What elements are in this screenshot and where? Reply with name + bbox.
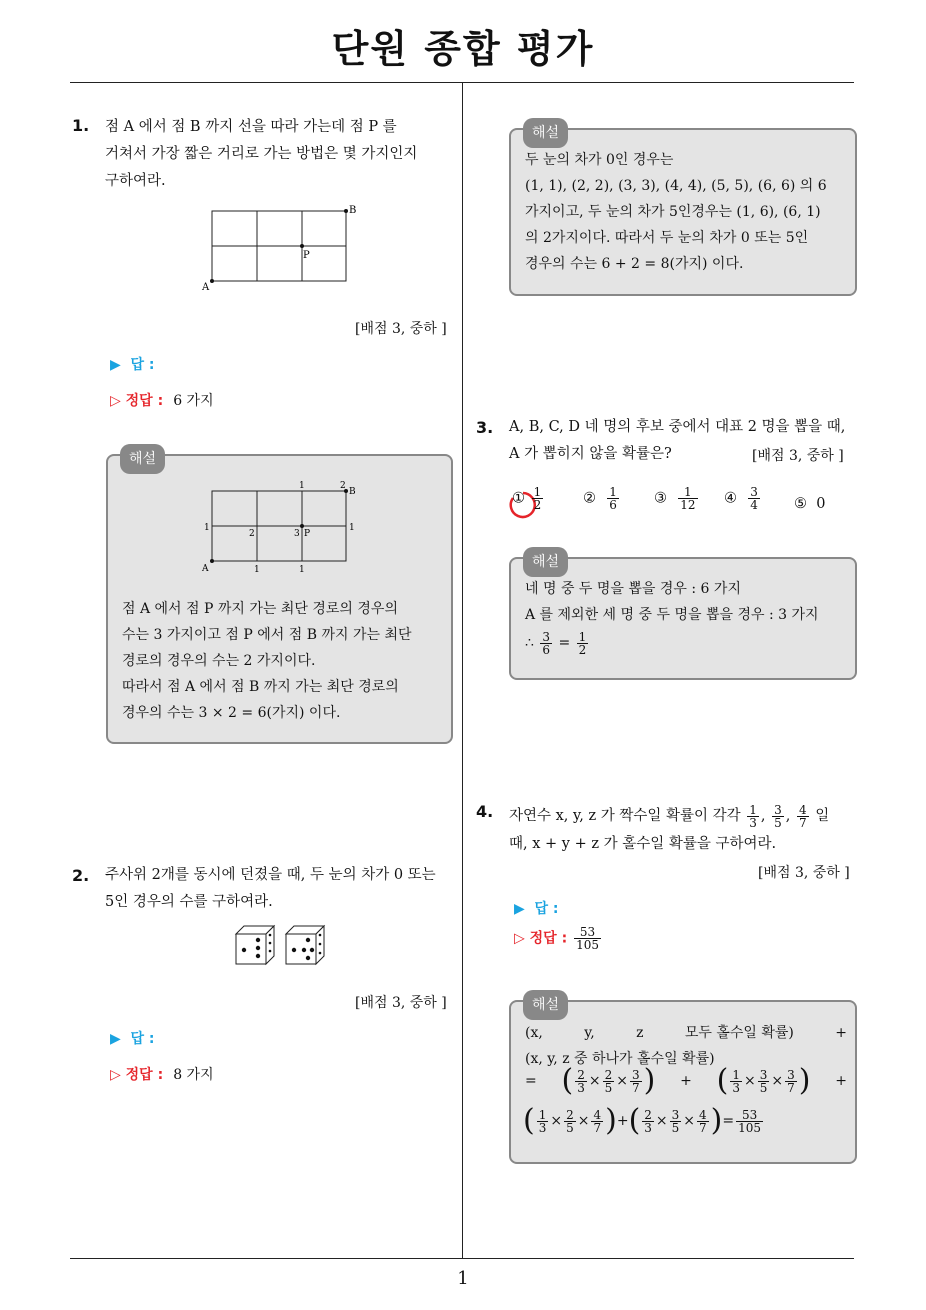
q3-exp-frac-2 [577,631,589,656]
explanation-tag: 해설 [120,444,165,474]
q3-option-2[interactable] [583,486,621,511]
q3-option-2-frac [607,486,619,511]
plus-symbol: + [616,1113,629,1129]
q4-text-line-1: 자연수 x, y, z 가 짝수일 확률이 각각 $\frac{1}{3}$ , $\frac{3}{5}$ , $\frac{4}{7}$ 일 [509,802,830,830]
q2-meta: [배점 3, 중하 ] [355,995,447,1011]
frac-den: 105 [738,1120,762,1135]
q3-explanation-box [509,554,857,680]
q2-text [105,862,457,916]
q2-explanation-line: (1, 1), (2, 2), (3, 3), (4, 4), (5, 5), (6, 6) 의 6 [525,178,827,194]
page-number: 1 [457,1268,469,1289]
q3-explanation-result [525,628,851,658]
frac-den: 5 [774,815,782,830]
q4-exp-group-1: ( $\frac{2}{3}$ × $\frac{2}{5}$ × $\frac{3}{7}$ ) [561,1063,656,1098]
frac-den: 6 [542,642,551,657]
q1-text-line: 구하여라. [105,173,166,189]
q4-explanation-line-1 [525,1020,847,1046]
q4-text [509,802,861,858]
q1-text-line: 거쳐서 가장 짧은 거리로 가는 방법은 몇 가지인지 [105,146,418,162]
frac-num: 1 [749,802,757,817]
q1-exp-label-b: B [349,487,356,497]
q3-explanation-line: 네 명 중 두 명을 뽑을 경우 : 6 가지 [525,581,741,597]
play-icon: ▶ [514,901,525,917]
q4-answer-label: 답 : [534,901,559,917]
q1-exp-count: 1 [204,523,210,533]
q2-number: 2. [72,866,90,885]
q1-exp-label-p: P [304,529,311,539]
q1-exp-label-a: A [202,564,209,574]
q1-exp-count: 1 [349,523,355,533]
q4-exp-token: z [636,1025,644,1041]
q1-explanation-line: 점 A 에서 점 P 까지 가는 최단 경로의 경우의 [122,601,398,617]
equals-symbol: = [525,1073,537,1089]
equals-symbol: = [558,635,571,651]
q2-correct [110,1064,214,1084]
q1-correct-label: 정답 : [125,393,164,409]
plus-symbol: + [835,1073,847,1089]
q1-text [105,114,455,195]
q1-exp-count: 2 [249,529,255,539]
frac-den: 7 [798,815,807,830]
q4-exp-token: y, [584,1025,595,1041]
dice-icon [232,922,332,966]
q1-correct-value: 6 가지 [173,393,214,409]
q3-meta: [배점 3, 중하 ] [752,448,844,464]
column-divider [462,83,463,1258]
frac-num: 1 [578,629,587,644]
q3-option-3-mark: ③ [654,490,667,507]
frac-num: 53 [736,1109,763,1122]
q4-answer [514,898,559,918]
frac-den: 12 [680,498,696,512]
q1-explanation-line: 따라서 점 A 에서 점 B 까지 가는 최단 경로의 [122,679,399,695]
q3-explanation-text [525,576,851,658]
plus-symbol: + [680,1073,692,1089]
q3-option-5-value: 0 [816,496,826,512]
q3-option-1-mark: ① [512,490,525,507]
q3-option-1[interactable] [512,486,545,511]
frac-num: 4 [798,802,807,817]
explanation-tag: 해설 [523,990,568,1020]
q4-explanation-line-3 [525,1063,847,1098]
q3-option-1-frac [532,486,544,511]
q1-exp-count: 1 [299,481,305,491]
q4-correct [514,926,603,951]
q3-option-4-mark: ④ [724,490,737,507]
q4-frac-2 [772,804,784,829]
q1-text-line: 점 A 에서 점 B 까지 선을 따라 가는데 점 P 를 [105,119,397,135]
frac-den: 3 [749,815,757,830]
q3-explanation-line: A 를 제외한 세 명 중 두 명을 뽑을 경우 : 3 가지 [525,607,819,623]
q2-text-line: 주사위 2개를 동시에 던졌을 때, 두 눈의 차가 0 또는 [105,867,436,883]
q1-explanation-line: 수는 3 가지이고 점 P 에서 점 B 까지 가는 최단 [122,627,412,643]
equals-symbol: = [722,1113,735,1129]
frac-num: 53 [574,926,601,939]
q3-option-3-frac [678,486,697,511]
q4-frac-1 [747,804,759,829]
q4-explanation-line-2: (x, y, z 중 하나가 홀수일 확률) [525,1051,715,1067]
q3-text-line: A, B, C, D 네 명의 후보 중에서 대표 2 명을 뽑을 때, [509,419,846,435]
frac-num: 1 [678,486,697,499]
frac-num: 3 [774,802,782,817]
play-icon: ▶ [110,357,121,373]
q4-exp-token: 모두 홀수일 확률) [684,1025,794,1041]
therefore-symbol: ∴ [525,635,534,651]
q4-text-part: 일 [815,808,830,824]
frac-den: 4 [750,498,758,512]
q4-explanation-line-4 [523,1103,765,1138]
q1-grid-label-b: B [349,205,357,216]
q4-frac-3 [797,804,809,829]
q4-text-line-2: 때, x + y + z 가 홀수일 확률을 구하여라. [509,836,777,852]
q2-answer-label: 답 : [130,1031,155,1047]
frac-num: 3 [750,485,758,499]
q4-exp-token: (x, [525,1025,543,1041]
q4-exp-result [736,1109,763,1134]
q2-explanation-box [509,125,857,296]
q3-option-2-mark: ② [583,490,596,507]
q4-correct-value [574,926,601,951]
bottom-rule [70,1258,854,1259]
q2-answer [110,1028,155,1048]
q2-text-line: 5인 경우의 수를 구하여라. [105,894,273,910]
q4-exp-token: + [835,1025,847,1041]
q3-text-line: A 가 뽑히지 않을 확률은? [509,446,672,462]
q2-correct-label: 정답 : [125,1067,164,1083]
q1-explanation-grid [198,480,368,575]
q1-meta: [배점 3, 중하 ] [355,321,447,337]
q1-answer [110,354,155,374]
q4-meta: [배점 3, 중하 ] [758,865,850,881]
frac-den: 2 [578,642,587,657]
q2-explanation-line: 가지이고, 두 눈의 차가 5인경우는 (1, 6), (6, 1) [525,204,821,220]
q1-explanation-line: 경우의 수는 3 × 2 = 6(가지) 이다. [122,705,341,721]
q2-explanation-line: 의 2가지이다. 따라서 두 눈의 차가 0 또는 5인 [525,230,809,246]
frac-den: 105 [576,938,599,952]
q3-option-4-frac [748,486,760,511]
q2-correct-value: 8 가지 [173,1067,214,1083]
play-icon: ▶ [110,1031,121,1047]
q3-option-5[interactable] [794,496,825,512]
q1-explanation-text [122,596,444,726]
frac-den: 2 [533,498,542,512]
q4-exp-group-2: ( $\frac{1}{3}$ × $\frac{3}{5}$ × $\frac{3}{7}$ ) [716,1063,811,1098]
q1-explanation-box [106,451,453,744]
q4-text-part: 자연수 x, y, z 가 짝수일 확률이 각각 [509,808,741,824]
triangle-outline-icon: ▷ [110,1067,121,1083]
frac-num: 1 [533,485,542,499]
q2-explanation-line: 두 눈의 차가 0인 경우는 [525,152,674,168]
q4-correct-label: 정답 : [529,930,568,947]
triangle-outline-icon: ▷ [514,930,525,947]
q3-number: 3. [476,418,494,437]
frac-den: 6 [609,498,617,512]
q1-exp-count: 2 [340,481,346,491]
q3-option-5-mark: ⑤ [794,496,807,512]
q3-exp-frac-1 [540,631,552,656]
q1-grid-label-a: A [202,282,210,293]
explanation-tag: 해설 [523,118,568,148]
q4-number: 4. [476,802,494,821]
frac-num: 1 [609,485,617,499]
q3-option-4[interactable] [724,486,762,511]
explanation-tag: 해설 [523,547,568,577]
q2-explanation-line: 경우의 수는 6 + 2 = 8(가지) 이다. [525,256,744,272]
triangle-outline-icon: ▷ [110,393,121,409]
q1-answer-label: 답 : [130,357,155,373]
frac-num: 3 [542,629,551,644]
q1-number: 1. [72,116,90,135]
q4-exp-group-3: ( $\frac{1}{3}$ × $\frac{2}{5}$ × $\frac{4}{7}$ ) [523,1103,617,1138]
q1-correct [110,390,214,410]
q1-exp-count: 3 [294,529,300,539]
page-title: 단원 종합 평가 [331,27,595,71]
q1-grid-figure [198,200,368,295]
q4-exp-group-4: ( $\frac{2}{3}$ × $\frac{3}{5}$ × $\frac{4}{7}$ ) [628,1103,723,1138]
q4-explanation-box [509,997,857,1164]
q3-option-3[interactable] [654,486,700,511]
q1-exp-count: 1 [299,565,305,575]
q2-explanation-text [525,147,851,277]
q1-explanation-line: 경로의 경우의 수는 2 가지이다. [122,653,316,669]
q1-grid-label-p: P [303,250,310,261]
q1-exp-count: 1 [254,565,260,575]
